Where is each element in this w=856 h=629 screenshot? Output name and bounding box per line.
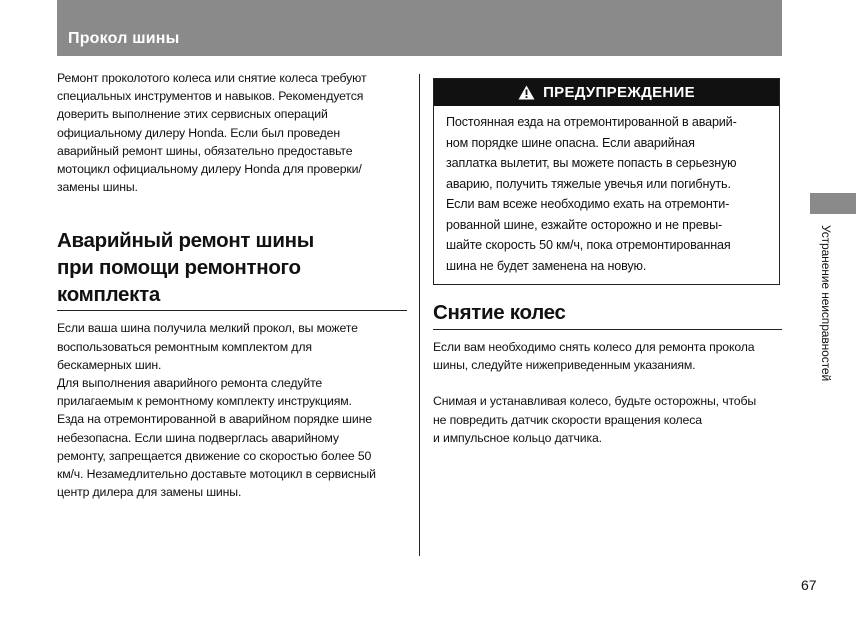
text-line: прилагаемым к ремонтному комплекту инструкциям. [57, 394, 352, 409]
text-line: специальных инструментов и навыков. Рекомендуется [57, 89, 364, 104]
text-line: ном порядке шине опасна. Если аварийная [446, 135, 695, 150]
text-line: Снимая и устанавливая колесо, будьте осторожны, чтобы [433, 394, 757, 409]
text-line: доверить выполнение этих сервисных операций [57, 107, 328, 122]
heading-line: при помощи ремонтного комплекта [57, 256, 301, 307]
text-line: официальному дилеру Honda. Если был проведен [57, 125, 340, 140]
text-line: аварию, получить тяжелые увечья или погибнуть. [446, 176, 731, 191]
header-bar [57, 0, 782, 56]
text-line: шайте скорость 50 км/ч, пока отремонтированная [446, 238, 731, 252]
text-line: воспользоваться ремонтным комплектом для [57, 339, 312, 354]
warning-text [446, 112, 769, 276]
emergency-repair-paragraph [57, 319, 407, 501]
emergency-repair-heading [57, 227, 407, 311]
text-line: центр дилера для замены шины. [57, 485, 242, 500]
warning-body [434, 106, 779, 284]
column-divider [419, 74, 420, 556]
text-line: бескамерных шин. [57, 357, 162, 372]
text-line: Ремонт проколотого колеса или снятие колеса требуют [57, 71, 367, 85]
text-line: ремонту, запрещается движение со скоростью более 50 [57, 448, 372, 463]
text-line: аварийный ремонт шины, обязательно предоставьте [57, 143, 353, 158]
text-line: не повредить датчик скорости вращения колеса [433, 412, 702, 427]
left-column [57, 69, 407, 501]
heading-line: Аварийный ремонт шины [57, 229, 314, 253]
warning-triangle-icon [518, 85, 535, 100]
text-line: и импульсное кольцо датчика. [433, 430, 602, 445]
text-line: замены шины. [57, 180, 138, 195]
intro-paragraph [57, 69, 407, 196]
wheel-caution-paragraph [433, 392, 782, 447]
text-line: заплатка вылетит, вы можете попасть в серьезную [446, 156, 737, 170]
page-number: 67 [801, 577, 817, 593]
warning-header [434, 79, 779, 106]
text-line: км/ч. Незамедлительно доставьте мотоцикл в сервисный [57, 467, 376, 482]
wheel-removal-paragraph [433, 338, 782, 374]
warning-box [433, 78, 780, 285]
text-line: Езда на отремонтированной в аварийном порядке шине [57, 412, 372, 427]
text-line: шина не будет заменена на новую. [446, 258, 647, 273]
text-line: Если вам необходимо снять колесо для ремонта прокола [433, 340, 755, 354]
text-line: Для выполнения аварийного ремонта следуйте [57, 376, 323, 391]
text-line: Если вам всеже необходимо ехать на отремонти- [446, 197, 730, 211]
text-line: Если ваша шина получила мелкий прокол, вы можете [57, 321, 358, 336]
right-column [433, 78, 782, 447]
page-title: Прокол шины [68, 30, 180, 47]
section-side-label: Устранение неисправностей [819, 225, 833, 382]
text-line: рованной шине, езжайте осторожно и не превы- [446, 217, 723, 232]
text-line: мотоцикл официальному дилеру Honda для проверки/ [57, 162, 362, 177]
section-tab [810, 193, 856, 214]
wheel-removal-heading: Снятие колес [433, 299, 782, 330]
warning-heading: ПРЕДУПРЕЖДЕНИЕ [543, 84, 695, 101]
text-line: Постоянная езда на отремонтированной в аварий- [446, 115, 737, 129]
text-line: шины, следуйте нижеприведенным указаниям. [433, 358, 696, 373]
text-line: небезопасна. Если шина подверглась аварийному [57, 430, 339, 445]
